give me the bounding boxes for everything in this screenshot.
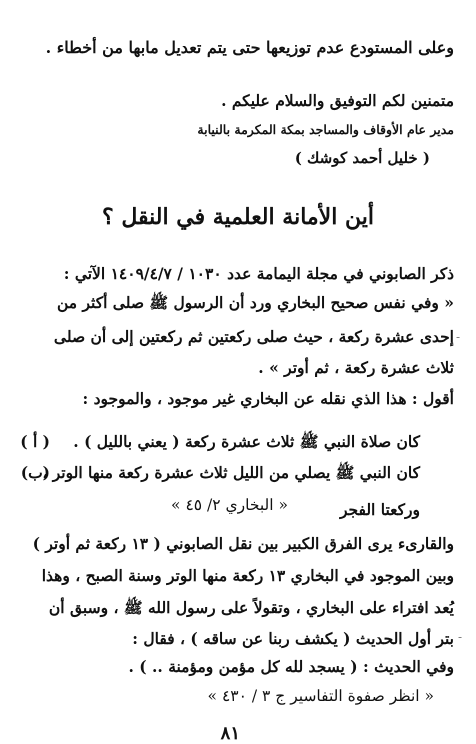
body-line-4: ثلاث عشرة ركعة ، ثم أوتر » . — [258, 358, 454, 377]
item-b-text: كان النبي ﷺ يصلي من الليل ثلاث عشرة ركعة منها الوتر ، — [42, 463, 420, 482]
para-line-2: وبين الموجود في البخاري ١٣ ركعة منها الوتر وسنة الصبح ، وهذا — [41, 566, 454, 585]
page-number: ٨١ — [220, 723, 240, 744]
item-b-continuation: وركعتا الفجر — [339, 500, 420, 519]
item-a-text: كان صلاة النبي ﷺ ثلاث عشرة ركعة ( يعني بالليل ) . — [73, 432, 420, 451]
signatory-name: ( خليل أحمد كوشك ) — [294, 149, 430, 167]
body-line-5: أقول : هذا الذي نقله عن البخاري غير موجود ، والموجود : — [82, 389, 454, 408]
para-line-3: يُعد افتراء على البخاري ، وتقولاً على رسول الله ﷺ ، وسبق أن — [48, 598, 454, 617]
reference-safwat: « انظر صفوة التفاسير ج ٣ / ٤٣٠ » — [207, 687, 434, 705]
closing-line-2: متمنين لكم التوفيق والسلام عليكم . — [221, 91, 454, 110]
body-line-1: ذكر الصابوني في مجلة اليمامة عدد ١٠٣٠ / ١٤٠٩/٤/٧ الآتي : — [63, 264, 454, 283]
section-heading: أين الأمانة العلمية في النقل ؟ — [102, 204, 374, 230]
body-line-2: « وفي نفس صحيح البخاري ورد أن الرسول ﷺ صلى أكثر من — [56, 293, 454, 312]
item-b-marker: (ب) — [20, 463, 50, 482]
reference-bukhari: « البخاري ٢/ ٤٥ » — [171, 496, 288, 514]
closing-line-1: وعلى المستودع عدم توزيعها حتى يتم تعديل مابها من أخطاء . — [45, 38, 454, 57]
para-line-5: وفي الحديث : ( يسجد لله كل مؤمن ومؤمنة .. ) . — [128, 657, 454, 676]
scan-mark: - — [458, 630, 463, 644]
para-line-1: والقارىء يرى الفرق الكبير بين نقل الصابوني ( ١٣ ركعة ثم أوتر ) — [32, 534, 454, 553]
scan-mark: - — [456, 330, 461, 344]
signatory-title: مدير عام الأوقاف والمساجد بمكة المكرمة بالنيابة — [197, 122, 454, 137]
body-line-3: إحدى عشرة ركعة ، حيث صلى ركعتين ثم ركعتين إلى أن صلى — [53, 327, 454, 346]
para-line-4: بتر أول الحديث ( يكشف ربنا عن ساقه ) ، فقال : — [132, 629, 454, 648]
item-a-marker: ( أ ) — [20, 432, 50, 451]
